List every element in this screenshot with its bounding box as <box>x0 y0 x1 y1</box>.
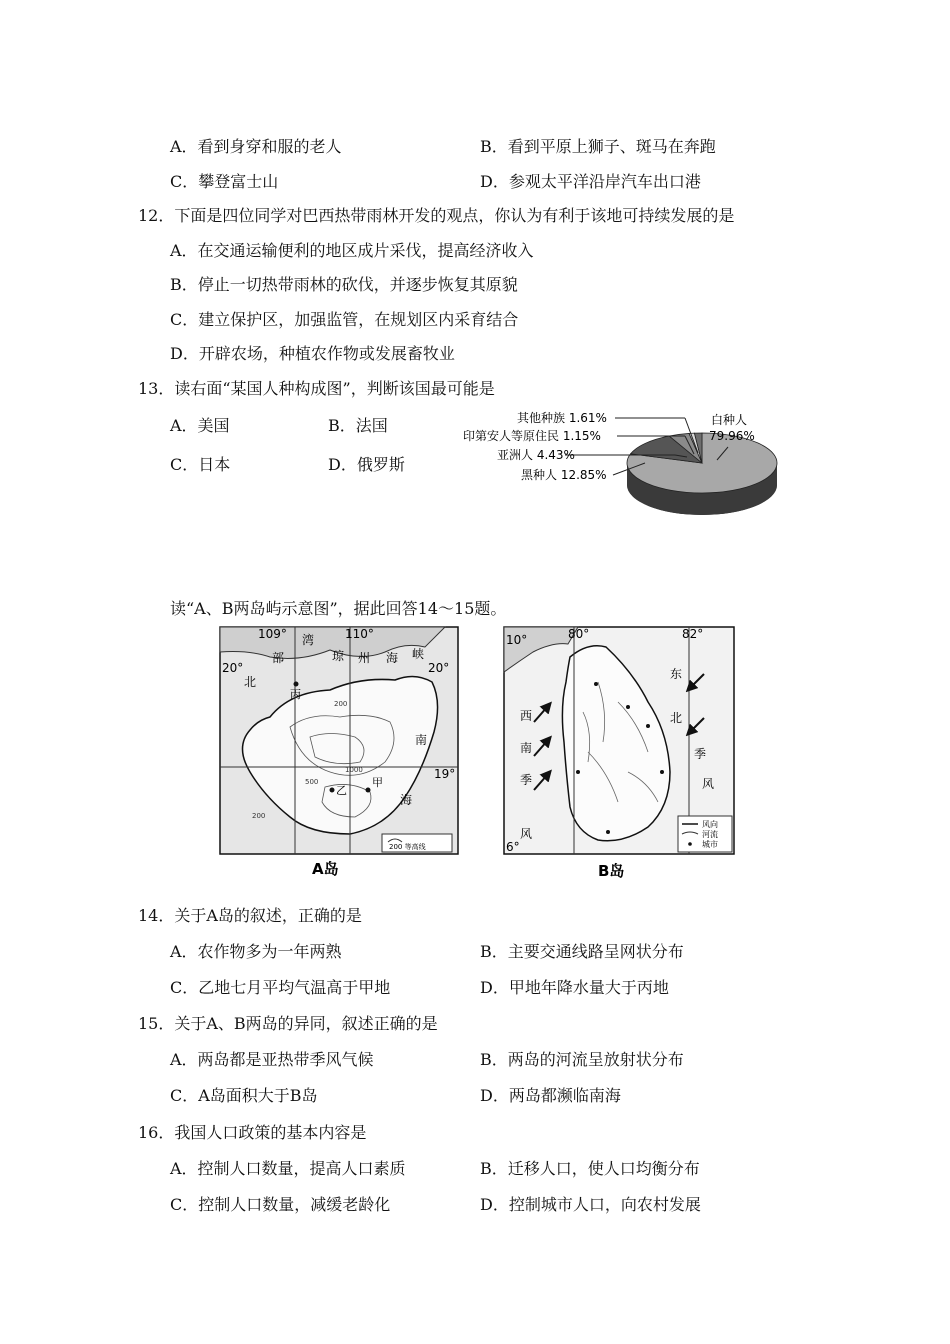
q12-stem: 12．下面是四位同学对巴西热带雨林开发的观点，你认为有利于该地可持续发展的是 <box>138 206 735 225</box>
contour-label-3: 200 <box>252 812 266 820</box>
lon-110: 110° <box>345 627 374 641</box>
q12-option-d: D．开辟农场，种植农作物或发展畜牧业 <box>170 344 455 363</box>
contour-label-2: 500 <box>305 778 319 786</box>
q16-stem: 16．我国人口政策的基本内容是 <box>138 1123 367 1142</box>
sea-char-6: 海 <box>386 651 399 665</box>
map-b-caption: B岛 <box>598 862 625 880</box>
lat-20-right: 20° <box>428 661 450 675</box>
city-bing: 丙 <box>290 688 301 701</box>
lat-20-left: 20° <box>222 661 244 675</box>
q13-option-c: C．日本 <box>170 455 231 474</box>
sea-char-2: 部 <box>272 651 285 665</box>
sea-char-7: 峡 <box>412 647 425 661</box>
q16-option-c: C．控制人口数量，减缓老龄化 <box>170 1195 391 1214</box>
q14-option-d: D．甲地年降水量大于丙地 <box>480 978 669 997</box>
legend-river: 河流 <box>702 830 718 839</box>
city-bing-dot <box>294 682 299 687</box>
label-other: 其他种族 1.61% <box>517 411 607 425</box>
map-a-legend: 200 等高线 <box>389 843 426 851</box>
city-yi-dot <box>330 788 335 793</box>
q14-stem: 14．关于A岛的叙述，正确的是 <box>138 906 362 925</box>
q14-option-a: A．农作物多为一年两熟 <box>170 942 342 961</box>
q13-stem: 13．读右面“某国人种构成图”，判断该国最可能是 <box>138 379 495 398</box>
q15-option-b: B．两岛的河流呈放射状分布 <box>480 1050 684 1069</box>
legend-wind: 风向 <box>702 820 718 829</box>
q13-option-b: B．法国 <box>328 416 388 435</box>
q16-option-b: B．迁移人口，使人口均衡分布 <box>480 1159 700 1178</box>
q12-option-b: B．停止一切热带雨林的砍伐，并逐步恢复其原貌 <box>170 275 518 294</box>
city-jia: 甲 <box>372 776 383 789</box>
q11-option-a: A．看到身穿和服的老人 <box>170 137 342 156</box>
lat-6: 6° <box>506 840 520 854</box>
lon-82: 82° <box>682 627 704 641</box>
wind-right-1: 东 <box>670 667 683 681</box>
q15-stem: 15．关于A、B两岛的异同，叙述正确的是 <box>138 1014 438 1033</box>
wind-left-4: 风 <box>520 827 533 841</box>
q12-option-a: A．在交通运输便利的地区成片采伐，提高经济收入 <box>170 241 534 260</box>
q14-option-b: B．主要交通线路呈网状分布 <box>480 942 684 961</box>
sea-char-5: 州 <box>358 651 371 665</box>
map-a-caption: A岛 <box>312 860 339 878</box>
city-jia-dot <box>366 788 371 793</box>
q15-option-a: A．两岛都是亚热带季风气候 <box>170 1050 374 1069</box>
wind-left-1: 西 <box>520 709 533 723</box>
q13-option-a: A．美国 <box>170 416 230 435</box>
wind-left-2: 南 <box>520 741 533 755</box>
label-asian: 亚洲人 4.43% <box>497 448 575 462</box>
lat-19: 19° <box>434 767 456 781</box>
label-white-value: 79.96% <box>709 429 755 443</box>
q11-option-b: B．看到平原上狮子、斑马在奔跑 <box>480 137 716 156</box>
contour-label-4: 1000 <box>345 766 363 774</box>
lon-80: 80° <box>568 627 590 641</box>
map-b <box>498 622 743 884</box>
wind-left-3: 季 <box>520 773 533 787</box>
intro-14-15: 读“A、B两岛屿示意图”，据此回答14～15题。 <box>170 599 507 618</box>
lat-10: 10° <box>506 633 528 647</box>
q14-option-c: C．乙地七月平均气温高于甲地 <box>170 978 391 997</box>
map-a <box>210 622 460 884</box>
wind-right-2: 北 <box>670 711 683 725</box>
sea-char-9: 海 <box>400 793 413 807</box>
q12-option-c: C．建立保护区，加强监管，在规划区内采育结合 <box>170 310 519 329</box>
sea-char-1: 北 <box>244 675 257 689</box>
population-pie-chart <box>455 405 795 525</box>
sea-char-3: 湾 <box>302 633 315 647</box>
q13-option-d: D．俄罗斯 <box>328 455 405 474</box>
lon-109: 109° <box>258 627 287 641</box>
wind-right-3: 季 <box>694 747 707 761</box>
q16-option-a: A．控制人口数量，提高人口素质 <box>170 1159 406 1178</box>
label-black: 黑种人 12.85% <box>521 468 607 482</box>
city-yi: 乙 <box>336 784 347 797</box>
q16-option-d: D．控制城市人口，向农村发展 <box>480 1195 701 1214</box>
contour-label-1: 200 <box>334 700 348 708</box>
q11-option-c: C．攀登富士山 <box>170 172 279 191</box>
legend-city: 城市 <box>702 840 718 849</box>
q15-option-d: D．两岛都濒临南海 <box>480 1086 621 1105</box>
q11-option-d: D．参观太平洋沿岸汽车出口港 <box>480 172 701 191</box>
label-white-name: 白种人 <box>711 413 748 427</box>
sea-char-8: 南 <box>415 733 428 747</box>
label-native: 印第安人等原住民 1.15% <box>463 429 601 443</box>
wind-right-4: 风 <box>702 777 715 791</box>
q15-option-c: C．A岛面积大于B岛 <box>170 1086 318 1105</box>
sea-char-4: 琼 <box>332 649 345 663</box>
